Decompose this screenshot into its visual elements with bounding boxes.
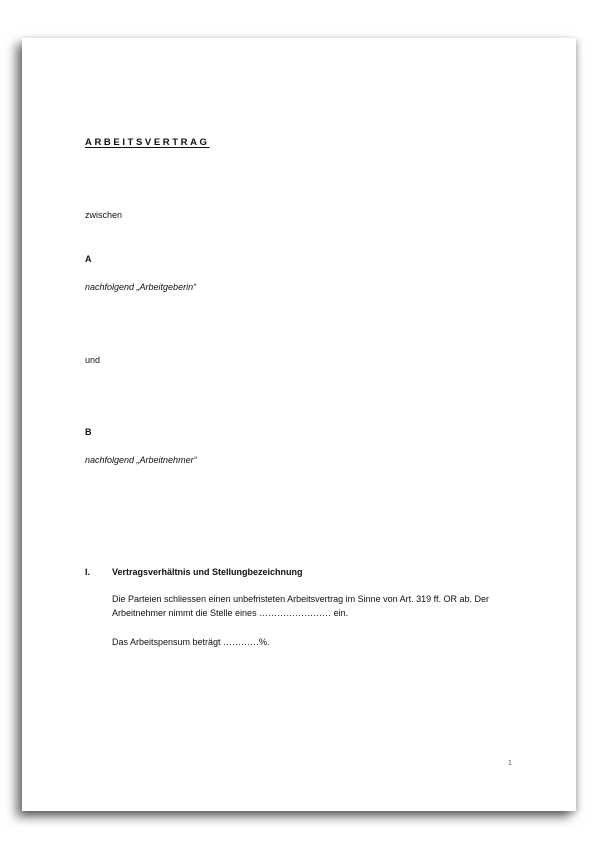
party-b-label: B	[85, 427, 92, 437]
section-1-paragraph-1-line-1: Die Parteien schliessen einen unbefristeten Arbeitsvertrag im Sinne von Art. 319 ff. OR ab. Der	[112, 594, 490, 604]
section-1-heading: Vertragsverhältnis und Stellungbezeichnung	[112, 567, 303, 577]
document-page	[22, 38, 576, 811]
section-1-number: I.	[85, 567, 91, 577]
section-1-paragraph-1-line-2: Arbeitnehmer nimmt die Stelle eines …………………… ein.	[112, 608, 349, 618]
party-b-designation: nachfolgend „Arbeitnehmer“	[85, 455, 197, 465]
between-text: zwischen	[85, 210, 123, 220]
page-number: 1	[508, 760, 512, 767]
party-a-designation: nachfolgend „Arbeitgeberin“	[85, 282, 197, 292]
and-text: und	[85, 355, 101, 365]
document-title: ARBEITSVERTRAG	[85, 137, 210, 148]
party-a-label: A	[85, 254, 92, 264]
section-1-paragraph-2: Das Arbeitspensum beträgt …………%.	[112, 637, 270, 647]
